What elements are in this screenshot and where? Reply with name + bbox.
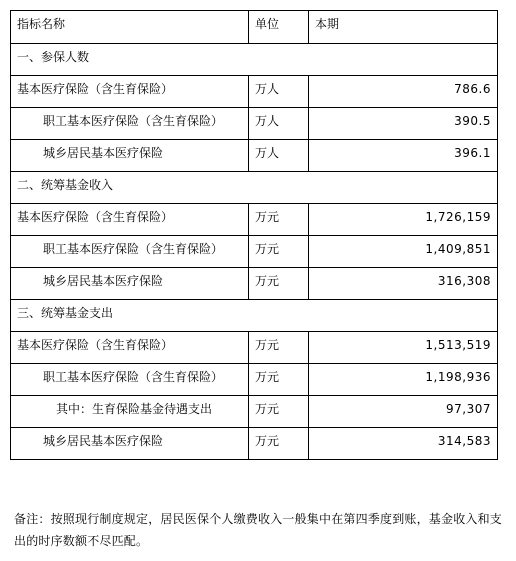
row-unit: 万元 — [249, 268, 309, 300]
table-header-row — [11, 11, 498, 44]
row-indicator-name: 职工基本医疗保险（含生育保险） — [11, 108, 249, 140]
row-unit: 万人 — [249, 76, 309, 108]
header-indicator-name: 指标名称 — [11, 11, 249, 44]
row-indicator-name: 基本医疗保险（含生育保险） — [11, 76, 249, 108]
row-indicator-name: 职工基本医疗保险（含生育保险） — [11, 236, 249, 268]
table-row — [11, 76, 498, 108]
row-value: 1,513,519 — [309, 332, 498, 364]
table-row — [11, 268, 498, 300]
row-unit: 万元 — [249, 204, 309, 236]
section-title: 三、统筹基金支出 — [11, 300, 498, 332]
row-value: 1,726,159 — [309, 204, 498, 236]
statistics-table — [10, 10, 498, 460]
row-unit: 万元 — [249, 236, 309, 268]
table-body — [11, 11, 498, 460]
row-indicator-name: 城乡居民基本医疗保险 — [11, 268, 249, 300]
table-row — [11, 204, 498, 236]
section-row — [11, 44, 498, 76]
section-title: 一、参保人数 — [11, 44, 498, 76]
header-unit: 单位 — [249, 11, 309, 44]
table-row — [11, 428, 498, 460]
footnote: 备注：按照现行制度规定，居民医保个人缴费收入一般集中在第四季度到账，基金收入和支出的时序数额不尽匹配。 — [14, 512, 503, 548]
row-value: 1,198,936 — [309, 364, 498, 396]
row-value: 1,409,851 — [309, 236, 498, 268]
row-unit: 万元 — [249, 428, 309, 460]
table-row — [11, 364, 498, 396]
row-indicator-name: 城乡居民基本医疗保险 — [11, 428, 249, 460]
row-indicator-name: 基本医疗保险（含生育保险） — [11, 332, 249, 364]
header-current-period: 本期 — [309, 11, 498, 44]
table-row — [11, 396, 498, 428]
row-value: 316,308 — [309, 268, 498, 300]
row-unit: 万元 — [249, 332, 309, 364]
row-value: 390.5 — [309, 108, 498, 140]
row-value: 396.1 — [309, 140, 498, 172]
table-row — [11, 108, 498, 140]
table-row — [11, 140, 498, 172]
table-row — [11, 236, 498, 268]
row-unit: 万元 — [249, 396, 309, 428]
section-row — [11, 172, 498, 204]
row-indicator-name: 城乡居民基本医疗保险 — [11, 140, 249, 172]
section-title: 二、统筹基金收入 — [11, 172, 498, 204]
row-value: 314,583 — [309, 428, 498, 460]
row-unit: 万人 — [249, 140, 309, 172]
row-indicator-name: 职工基本医疗保险（含生育保险） — [11, 364, 249, 396]
row-value: 786.6 — [309, 76, 498, 108]
row-unit: 万元 — [249, 364, 309, 396]
row-unit: 万人 — [249, 108, 309, 140]
row-value: 97,307 — [309, 396, 498, 428]
row-indicator-name: 其中：生育保险基金待遇支出 — [11, 396, 249, 428]
table-row — [11, 332, 498, 364]
section-row — [11, 300, 498, 332]
row-indicator-name: 基本医疗保险（含生育保险） — [11, 204, 249, 236]
